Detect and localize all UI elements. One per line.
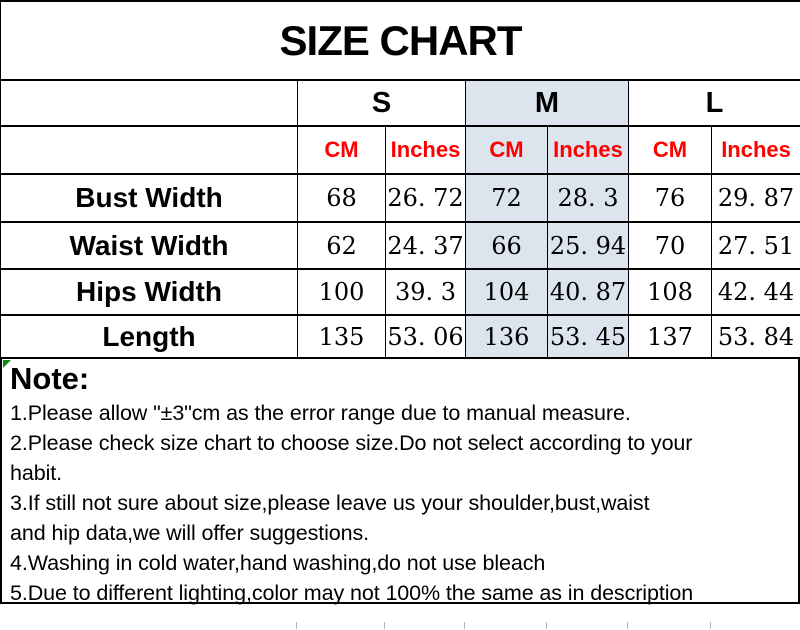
note-line-2-cont: habit. (10, 461, 62, 485)
title-row (1, 1, 800, 80)
table-row-bust (1, 174, 800, 222)
corner-empty-cell (1, 80, 298, 126)
bust-s-inches: 26. 72 (386, 174, 466, 222)
waist-m-inches: 25. 94 (548, 222, 629, 269)
hips-l-inches: 42. 44 (712, 269, 800, 315)
table-row-length (1, 315, 800, 358)
note-heading: Note: (10, 361, 90, 396)
length-m-inches: 53. 45 (548, 315, 629, 358)
gridline-artifacts (0, 622, 800, 630)
note-line-3: 3.If still not sure about size,please leave us your shoulder,bust,waist (10, 491, 650, 515)
table-row-waist (1, 222, 800, 269)
waist-l-cm: 70 (629, 222, 712, 269)
waist-s-cm: 62 (298, 222, 386, 269)
bust-s-cm: 68 (298, 174, 386, 222)
unit-header-m-cm: CM (466, 126, 548, 174)
row-label-hips: Hips Width (1, 269, 298, 315)
gridline-tick (296, 622, 297, 629)
cell-corner-marker-icon (3, 360, 11, 368)
bust-m-inches: 28. 3 (548, 174, 629, 222)
hips-m-inches: 40. 87 (548, 269, 629, 315)
page-title: SIZE CHART (1, 1, 800, 80)
length-m-cm: 136 (466, 315, 548, 358)
length-l-inches: 53. 84 (712, 315, 800, 358)
waist-l-inches: 27. 51 (712, 222, 800, 269)
bust-l-inches: 29. 87 (712, 174, 800, 222)
hips-s-cm: 100 (298, 269, 386, 315)
size-header-m: M (466, 80, 629, 126)
unit-header-s-inches: Inches (386, 126, 466, 174)
hips-m-cm: 104 (466, 269, 548, 315)
gridline-tick (627, 622, 628, 629)
gridline-tick (710, 622, 711, 629)
note-line-1: 1.Please allow "±3"cm as the error range due to manual measure. (10, 401, 631, 425)
unit-empty-cell (1, 126, 298, 174)
gridline-tick (464, 622, 465, 629)
length-l-cm: 137 (629, 315, 712, 358)
note-line-2: 2.Please check size chart to choose size.Do not select according to your (10, 431, 693, 455)
size-header-row (1, 80, 800, 126)
note-line-3-cont: and hip data,we will offer suggestions. (10, 521, 370, 545)
table-row-hips (1, 269, 800, 315)
row-label-bust: Bust Width (1, 174, 298, 222)
unit-header-s-cm: CM (298, 126, 386, 174)
unit-header-row (1, 126, 800, 174)
waist-s-inches: 24. 37 (386, 222, 466, 269)
length-s-inches: 53. 06 (386, 315, 466, 358)
unit-header-m-inches: Inches (548, 126, 629, 174)
hips-l-cm: 108 (629, 269, 712, 315)
bust-l-cm: 76 (629, 174, 712, 222)
gridline-tick (384, 622, 385, 629)
row-label-length: Length (1, 315, 298, 358)
note-line-4: 4.Washing in cold water,hand washing,do not use bleach (10, 551, 546, 575)
length-s-cm: 135 (298, 315, 386, 358)
note-section (0, 359, 800, 604)
note-line-5: 5.Due to different lighting,color may not 100% the same as in description (10, 581, 694, 605)
gridline-tick (546, 622, 547, 629)
unit-header-l-cm: CM (629, 126, 712, 174)
row-label-waist: Waist Width (1, 222, 298, 269)
bust-m-cm: 72 (466, 174, 548, 222)
size-header-s: S (298, 80, 466, 126)
waist-m-cm: 66 (466, 222, 548, 269)
hips-s-inches: 39. 3 (386, 269, 466, 315)
unit-header-l-inches: Inches (712, 126, 800, 174)
size-header-l: L (629, 80, 800, 126)
